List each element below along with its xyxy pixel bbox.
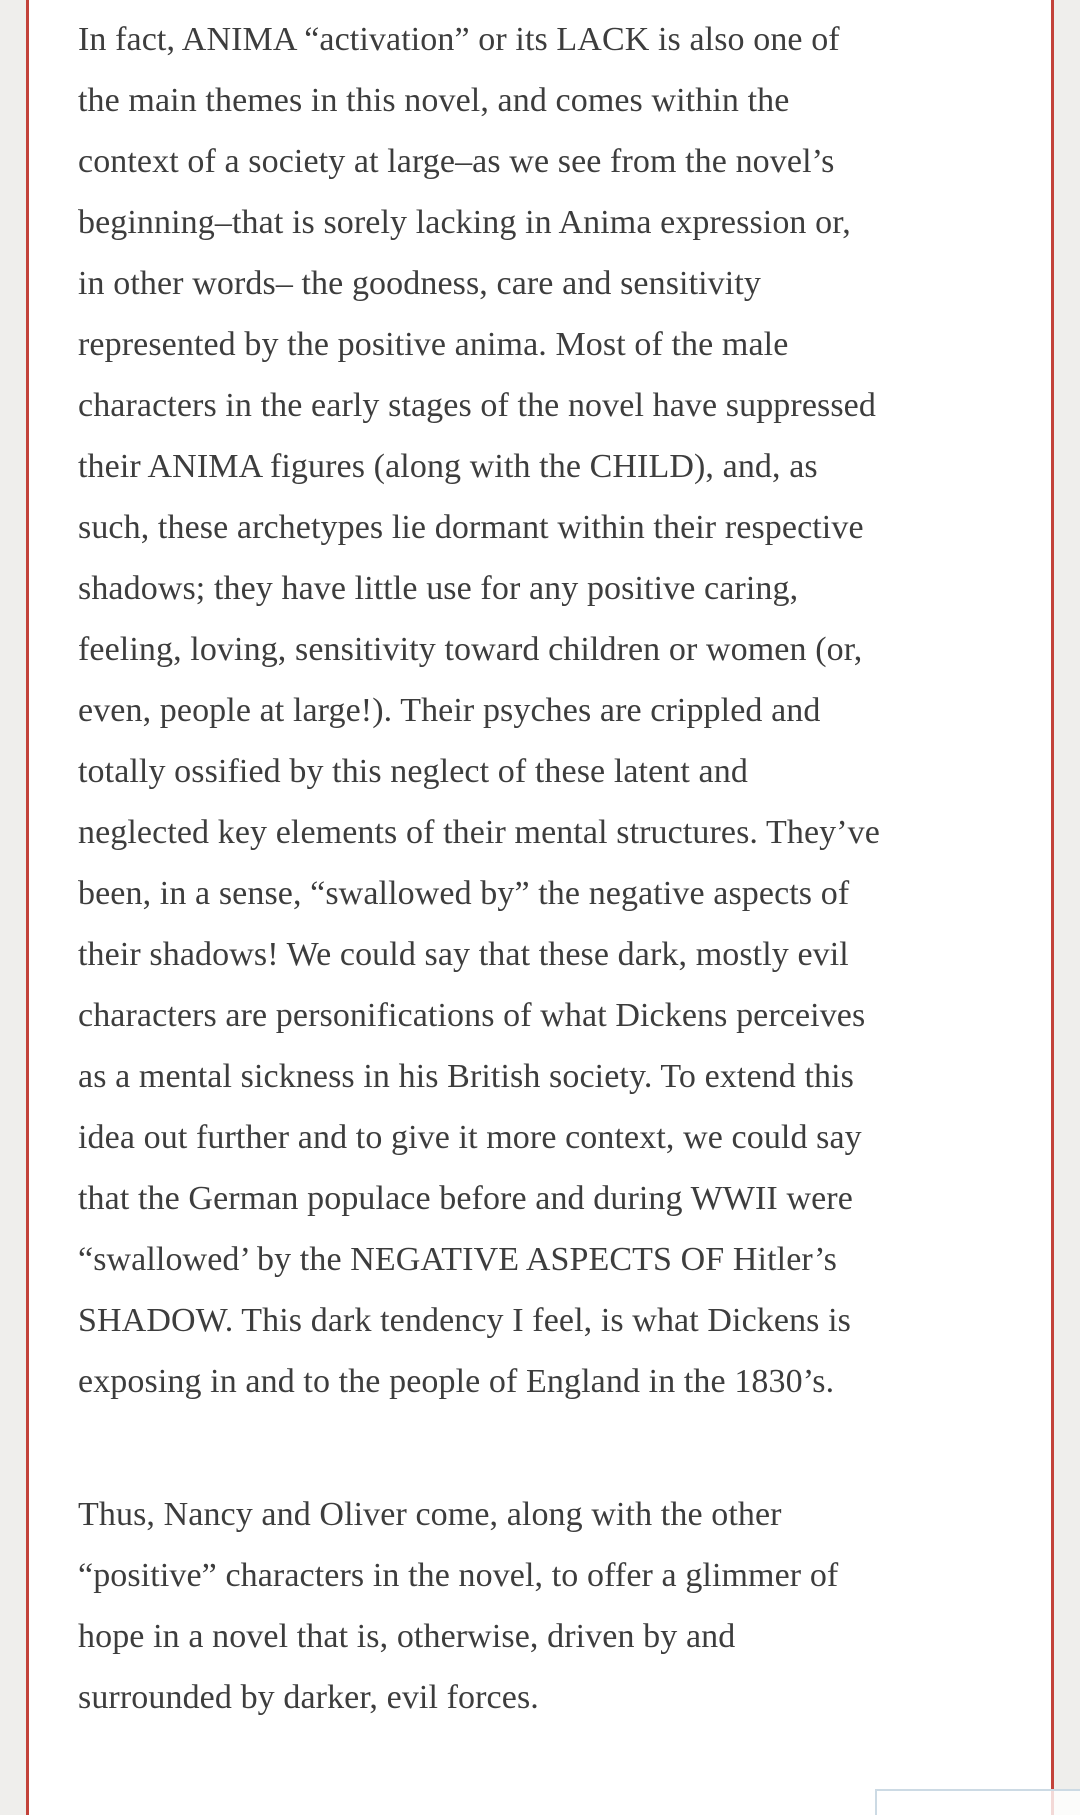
article-card <box>26 0 1054 1815</box>
bottom-overlay-panel[interactable] <box>875 1789 1080 1815</box>
article-paragraph-1: In fact, ANIMA “activation” or its LACK is also one of the main themes in this novel, and comes within the context of a society at large–as we see from the novel’s beginning–that is sorely lacking in Anima expression or, in other words– the goodness, care and sensitivity represented by the positive anima. Most of the male characters in the early stages of the novel have suppressed their ANIMA figures (along with the CHILD), and, as such, these archetypes lie dormant within their respective shadows; they have little use for any positive caring, feeling, loving, sensitivity toward children or women (or, even, people at large!). Their psyches are crippled and totally ossified by this neglect of these latent and neglected key elements of their mental structures. They’ve been, in a sense, “swallowed by” the negative aspects of their shadows! We could say that these dark, mostly evil characters are personifications of what Dickens perceives as a mental sickness in his British society. To extend this idea out further and to give it more context, we could say that the German populace before and during WWII were “swallowed’ by the NEGATIVE ASPECTS OF Hitler’s SHADOW. This dark tendency I feel, is what Dickens is exposing in and to the people of England in the 1830’s. <box>78 21 880 1400</box>
article-paragraph-2: Thus, Nancy and Oliver come, along with the other “positive” characters in the novel, to offer a glimmer of hope in a novel that is, otherwise, driven by and surrounded by darker, evil forces. <box>78 1496 839 1716</box>
article-body <box>78 0 884 1728</box>
